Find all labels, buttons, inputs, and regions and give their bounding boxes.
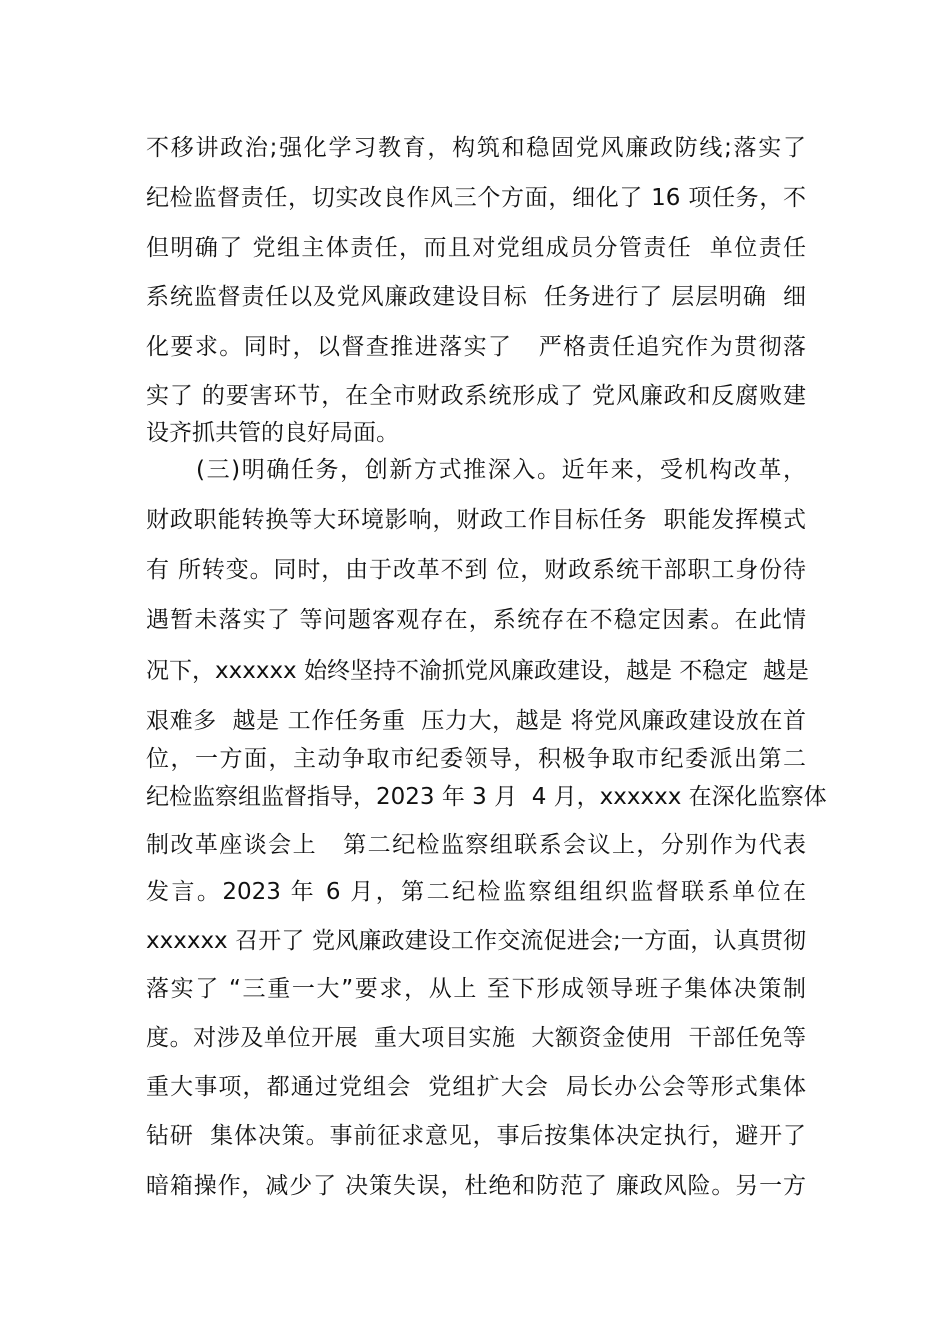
text-line: 制改革座谈会上 第二纪检监察组联系会议上，分别作为代表 <box>146 832 806 858</box>
text-line: (三)明确任务，创新方式推深入。近年来，受机构改革， <box>196 457 806 483</box>
text-line: 不移讲政治;强化学习教育，构筑和稳固党风廉政防线;落实了 <box>146 135 806 161</box>
text-line: 纪检监督责任，切实改良作风三个方面，细化了 16 项任务，不 <box>146 185 806 211</box>
text-line: 况下，xxxxxx 始终坚持不渝抓党风廉政建设，越是 不稳定 越是 <box>146 658 809 684</box>
text-line: 有 所转变。同时，由于改革不到 位，财政系统干部职工身份待 <box>146 557 806 583</box>
text-line: 遇暂未落实了 等问题客观存在，系统存在不稳定因素。在此情 <box>146 607 806 633</box>
text-line: 度。对涉及单位开展 重大项目实施 大额资金使用 干部任免等 <box>146 1025 806 1051</box>
text-line: 艰难多 越是 工作任务重 压力大，越是 将党风廉政建设放在首 <box>146 708 806 734</box>
text-line: 重大事项，都通过党组会 党组扩大会 局长办公会等形式集体 <box>146 1074 806 1100</box>
text-line: 纪检监察组监督指导，2023 年 3 月 4 月，xxxxxx 在深化监察体 <box>146 784 827 810</box>
text-line: 钻研 集体决策。事前征求意见，事后按集体决定执行，避开了 <box>146 1123 806 1149</box>
text-line: 落实了 “三重一大”要求，从上 至下形成领导班子集体决策制 <box>146 976 806 1002</box>
text-line: 位，一方面，主动争取市纪委领导，积极争取市纪委派出第二 <box>146 746 806 772</box>
text-line: 系统监督责任以及党风廉政建设目标 任务进行了 层层明确 细 <box>146 284 806 310</box>
text-line: 财政职能转换等大环境影响，财政工作目标任务 职能发挥模式 <box>146 507 806 533</box>
text-line: 发言。2023 年 6 月，第二纪检监察组组织监督联系单位在 <box>146 879 806 905</box>
text-line: 但明确了 党组主体责任，而且对党组成员分管责任 单位责任 <box>146 235 806 261</box>
text-line: 实了 的要害环节，在全市财政系统形成了 党风廉政和反腐败建 <box>146 383 806 409</box>
text-line: 暗箱操作，减少了 决策失误，杜绝和防范了 廉政风险。另一方 <box>146 1173 806 1199</box>
text-line: 化要求。同时，以督查推进落实了 严格责任追究作为贯彻落 <box>146 334 806 360</box>
text-line: 设齐抓共管的良好局面。 <box>146 420 399 446</box>
text-line: xxxxxx 召开了 党风廉政建设工作交流促进会;一方面，认真贯彻 <box>146 928 806 954</box>
